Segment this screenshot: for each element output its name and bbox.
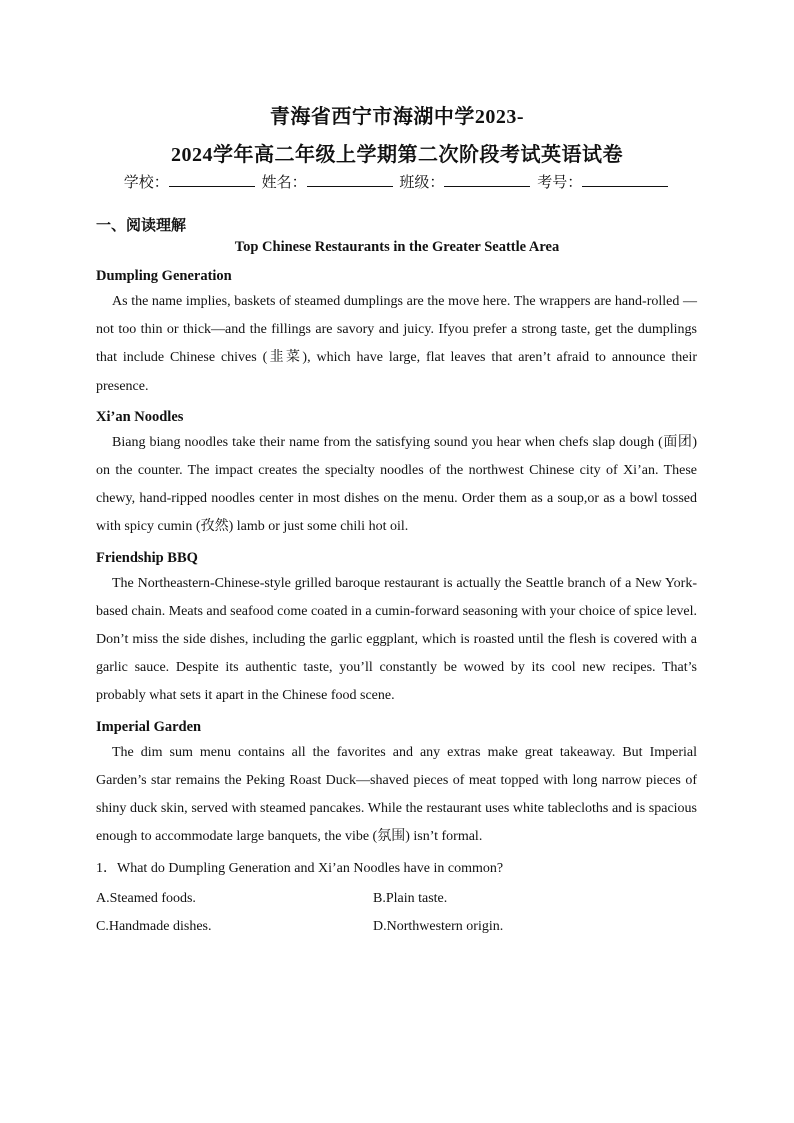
- school-label: 学校：: [123, 173, 169, 191]
- class-label: 班级：: [399, 173, 445, 191]
- restaurant-name: Imperial Garden: [96, 718, 202, 735]
- option-c[interactable]: C.Handmade dishes.: [96, 919, 212, 935]
- name-label: 姓名：: [261, 173, 307, 191]
- passage-title: Top Chinese Restaurants in the Greater Seattle Area: [234, 239, 560, 255]
- student-info-row: [0, 171, 794, 192]
- school-blank[interactable]: [169, 174, 255, 187]
- exam-title-line1: 青海省西宁市海湖中学2023-: [269, 106, 525, 128]
- option-d[interactable]: D.Northwestern origin.: [373, 919, 504, 935]
- restaurant-name: Xi’an Noodles: [96, 408, 184, 425]
- answer-options: [96, 887, 697, 939]
- question-stem: 1．What do Dumpling Generation and Xi’an Noodles have in common?: [96, 861, 504, 877]
- section-heading: 一、阅读理解: [96, 216, 187, 234]
- restaurant-description: As the name implies, baskets of steamed dumplings are the move here. The wrappers are hand-rolled —not too thin or thick—and the fillings are savory and juicy. Ifyou prefer a strong taste, get the dumplings that include Chinese chives (韭菜), which have large, flat leaves that aren’t afraid to announce their presence.: [96, 294, 697, 394]
- exam-number-label: 考号：: [537, 173, 583, 191]
- restaurant-description: The dim sum menu contains all the favorites and any extras make great takeaway. But Imperial Garden’s star remains the Peking Roast Duck—shaved pieces of meat topped with long narrow pieces of shiny duck skin, served with steamed pancakes. While the restaurant uses white tablecloths and is spacious enough to accommodate large banquets, the vibe (氛围) isn’t formal.: [96, 744, 697, 845]
- restaurant-description: Biang biang noodles take their name from the satisfying sound you hear when chefs slap dough (面团) on the counter. The impact creates the specialty noodles of the northwest Chinese city of Xi’an. These chewy, hand-ripped noodles center in most dishes on the menu. Order them as a soup,or as a bowl tossed with spicy cumin (孜然) lamb or just some chili hot oil.: [96, 434, 697, 535]
- option-b[interactable]: B.Plain taste.: [373, 891, 448, 907]
- passage-body: [96, 264, 697, 939]
- name-blank[interactable]: [307, 174, 393, 187]
- class-blank[interactable]: [444, 174, 530, 187]
- exam-title-line2: 2024学年高二年级上学期第二次阶段考试英语试卷: [171, 144, 623, 166]
- restaurant-name: Friendship BBQ: [96, 549, 198, 566]
- option-a[interactable]: A.Steamed foods.: [96, 891, 196, 907]
- exam-number-blank[interactable]: [582, 174, 668, 187]
- restaurant-description: The Northeastern-Chinese-style grilled baroque restaurant is actually the Seattle branch of a New York-based chain. Meats and seafood come coated in a cumin-forward seasoning with your choice of spice level. Don’t miss the side dishes, including the garlic eggplant, which is roasted until the flesh is covered with a garlic sauce. Despite its authentic taste, you’ll constantly be wowed by its cool new recipes. That’s probably what sets it apart in the Chinese food scene.: [96, 575, 698, 704]
- restaurant-name: Dumpling Generation: [96, 268, 232, 284]
